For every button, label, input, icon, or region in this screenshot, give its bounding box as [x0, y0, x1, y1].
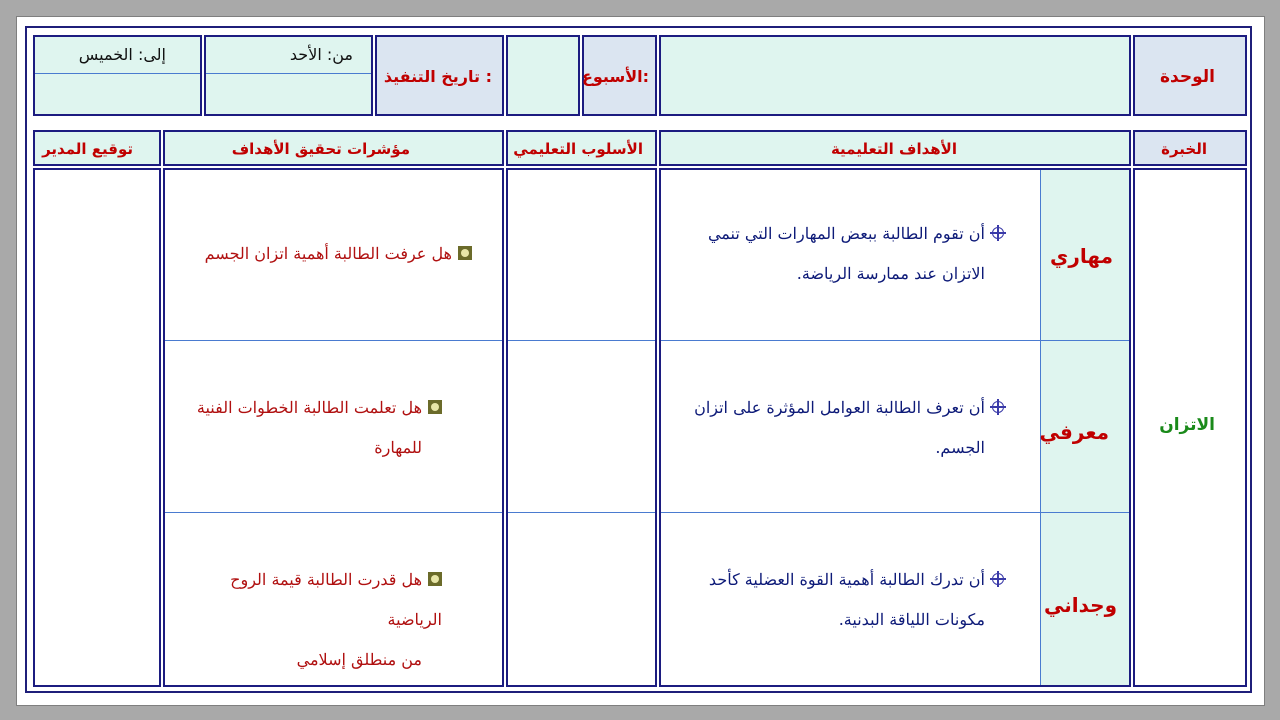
domain-row-3: وجداني [1044, 593, 1117, 617]
indicators-cell [163, 168, 504, 687]
experience-cell [1133, 168, 1247, 687]
from-divider [206, 73, 371, 74]
col-indicators-header [163, 130, 504, 166]
col-objectives-label: الأهداف التعليمية [830, 140, 957, 158]
objective-row-1-text-1: أن تقوم الطالبة ببعض المهارات التي تنمي [707, 224, 985, 243]
to-label: إلى: الخميس [78, 45, 166, 64]
target-bullet-icon [991, 572, 1005, 586]
flower-bullet-icon [428, 400, 442, 414]
objective-row-3-text-1: أن تدرك الطالبة أهمية القوة العضلية كأحد [708, 570, 985, 589]
indicator-row-3-text-2: من منطلق إسلامي [296, 650, 422, 669]
objective-row-2 [675, 388, 1005, 468]
flower-bullet-icon [428, 572, 442, 586]
exec-date-label: تاريخ التنفيذ : [383, 67, 492, 86]
unit-label: الوحدة [1160, 67, 1215, 87]
method-cell[interactable] [506, 168, 657, 687]
indicator-row-1 [172, 234, 472, 274]
indicator-row-3-line-1 [172, 560, 442, 640]
col-experience-label: الخبرة [1161, 140, 1207, 158]
indicator-row-1-text-1: هل عرفت الطالبة أهمية اتزان الجسم [204, 244, 452, 263]
domain-row-2: معرفي [1039, 420, 1109, 444]
col-objectives-header [659, 130, 1131, 166]
objectives-row-divider-2 [661, 512, 1129, 513]
experience-value: الاتزان [1159, 415, 1215, 435]
target-bullet-icon [991, 400, 1005, 414]
week-label-cell [582, 35, 657, 116]
indicator-row-2-line-1 [172, 388, 442, 428]
objective-row-2-line-1 [675, 388, 1005, 428]
col-method-label: الأسلوب التعليمي [513, 140, 643, 158]
col-method-header [506, 130, 657, 166]
week-value-cell[interactable] [506, 35, 580, 116]
week-label: الأسبوع: [581, 67, 649, 86]
signature-cell[interactable] [33, 168, 161, 687]
flower-bullet-icon [458, 246, 472, 260]
exec-date-label-cell [375, 35, 504, 116]
indicator-row-3-text-1: هل قدرت الطالبة قيمة الروح الرياضية [230, 570, 442, 629]
indicators-row-divider-2 [165, 512, 502, 513]
to-divider [35, 73, 200, 74]
method-row-divider-1 [508, 340, 655, 341]
objective-row-1-line-1 [675, 214, 1005, 254]
objective-row-3 [675, 560, 1005, 640]
from-cell[interactable] [204, 35, 373, 116]
objective-row-1-text-2: الاتزان عند ممارسة الرياضة. [796, 264, 985, 283]
indicators-row-divider-1 [165, 340, 502, 341]
to-cell[interactable] [33, 35, 202, 116]
unit-label-cell [1133, 35, 1247, 116]
indicator-row-2-text-2: للمهارة [374, 438, 422, 457]
objective-row-3-text-2: مكونات اللياقة البدنية. [838, 610, 985, 629]
objective-row-2-text-1: أن تعرف الطالبة العوامل المؤثرة على اتزان [694, 398, 985, 417]
target-bullet-icon [991, 226, 1005, 240]
indicator-row-1-line-1 [172, 234, 472, 274]
col-signature-header [33, 130, 161, 166]
col-experience-header [1133, 130, 1247, 166]
objectives-row-divider-1 [661, 340, 1129, 341]
col-indicators-label: مؤشرات تحقيق الأهداف [231, 140, 410, 158]
indicator-row-2 [172, 388, 442, 468]
objective-row-3-line-1 [675, 560, 1005, 600]
indicator-row-3 [172, 560, 442, 680]
objectives-cell [659, 168, 1131, 687]
objective-row-2-text-2: الجسم. [935, 438, 985, 457]
unit-value-cell[interactable] [659, 35, 1131, 116]
indicator-row-2-text-1: هل تعلمت الطالبة الخطوات الفنية [196, 398, 422, 417]
objective-row-1 [675, 214, 1005, 294]
method-row-divider-2 [508, 512, 655, 513]
domain-row-1: مهاري [1050, 244, 1113, 268]
col-signature-label: توقيع المدير [42, 140, 133, 158]
from-label: من: الأحد [289, 45, 353, 64]
